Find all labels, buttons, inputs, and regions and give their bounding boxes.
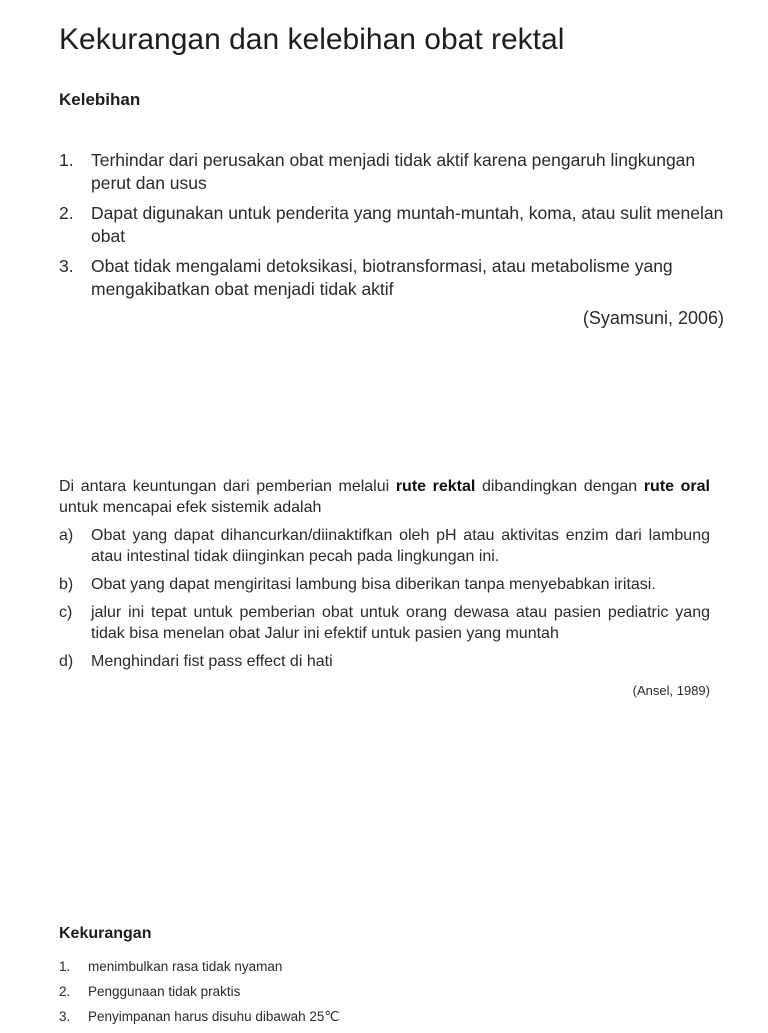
list-item-text: Penggunaan tidak praktis [88,984,241,999]
kekurangan-heading: Kekurangan [59,925,152,942]
intro-text: untuk mencapai efek sistemik adalah [59,499,322,516]
intro-text: dibandingkan dengan [475,478,644,495]
intro-bold-rektal: rute rektal [395,478,476,495]
list-item-number: 2. [59,203,74,223]
kelebihan-list [59,149,739,308]
kelebihan-heading: Kelebihan [59,90,141,109]
list-item-text: Obat tidak mengalami detoksikasi, biotransformasi, atau metabolisme yang mengakibatkan obat menjadi tidak aktif [91,256,673,299]
list-item [59,983,719,1001]
list-item [59,574,710,595]
list-item-number: 1. [59,150,74,170]
list-item-number: 1. [59,959,71,974]
list-item-text: jalur ini tepat untuk pemberian obat untuk orang dewasa atau pasien pediatric yang tidak bisa menelan obat Jalur ini efektif untuk pasien yang muntah [91,604,710,642]
list-item-text: Menghindari fist pass effect di hati [91,653,333,670]
list-item-text: Dapat digunakan untuk penderita yang muntah-muntah, koma, atau sulit menelan obat [91,203,724,246]
list-item-number: 3. [59,1009,71,1024]
keuntungan-intro [59,476,710,518]
list-item-letter: b) [59,576,74,593]
list-item [59,149,739,195]
list-item [59,958,719,976]
list-item [59,202,739,248]
list-item-number: 2. [59,984,71,999]
list-item-text: Penyimpanan harus disuhu dibawah 25℃ [88,1009,340,1024]
list-item [59,255,739,301]
list-item-text: menimbulkan rasa tidak nyaman [88,959,283,974]
citation-ansel: (Ansel, 1989) [632,683,710,698]
keuntungan-list [59,525,710,679]
list-item [59,1008,719,1026]
page-title: Kekurangan dan kelebihan obat rektal [59,23,565,56]
intro-text: Di antara keuntungan dari pemberian melalui [59,478,396,495]
list-item [59,602,710,644]
list-item [59,651,710,672]
list-item [59,525,710,567]
list-item-text: Obat yang dapat dihancurkan/diinaktifkan oleh pH atau aktivitas enzim dari lambung atau intestinal tidak diinginkan pecah pada lingkungan ini. [91,527,710,565]
list-item-letter: a) [59,527,74,544]
kekurangan-list [59,958,719,1033]
list-item-text: Obat yang dapat mengiritasi lambung bisa diberikan tanpa menyebabkan iritasi. [91,576,656,593]
citation-syamsuni: (Syamsuni, 2006) [582,308,724,328]
list-item-number: 3. [59,256,74,276]
list-item-letter: c) [59,604,73,621]
list-item-letter: d) [59,653,74,670]
list-item-text: Terhindar dari perusakan obat menjadi tidak aktif karena pengaruh lingkungan perut dan usus [91,150,696,193]
intro-bold-oral: rute oral [643,478,711,495]
